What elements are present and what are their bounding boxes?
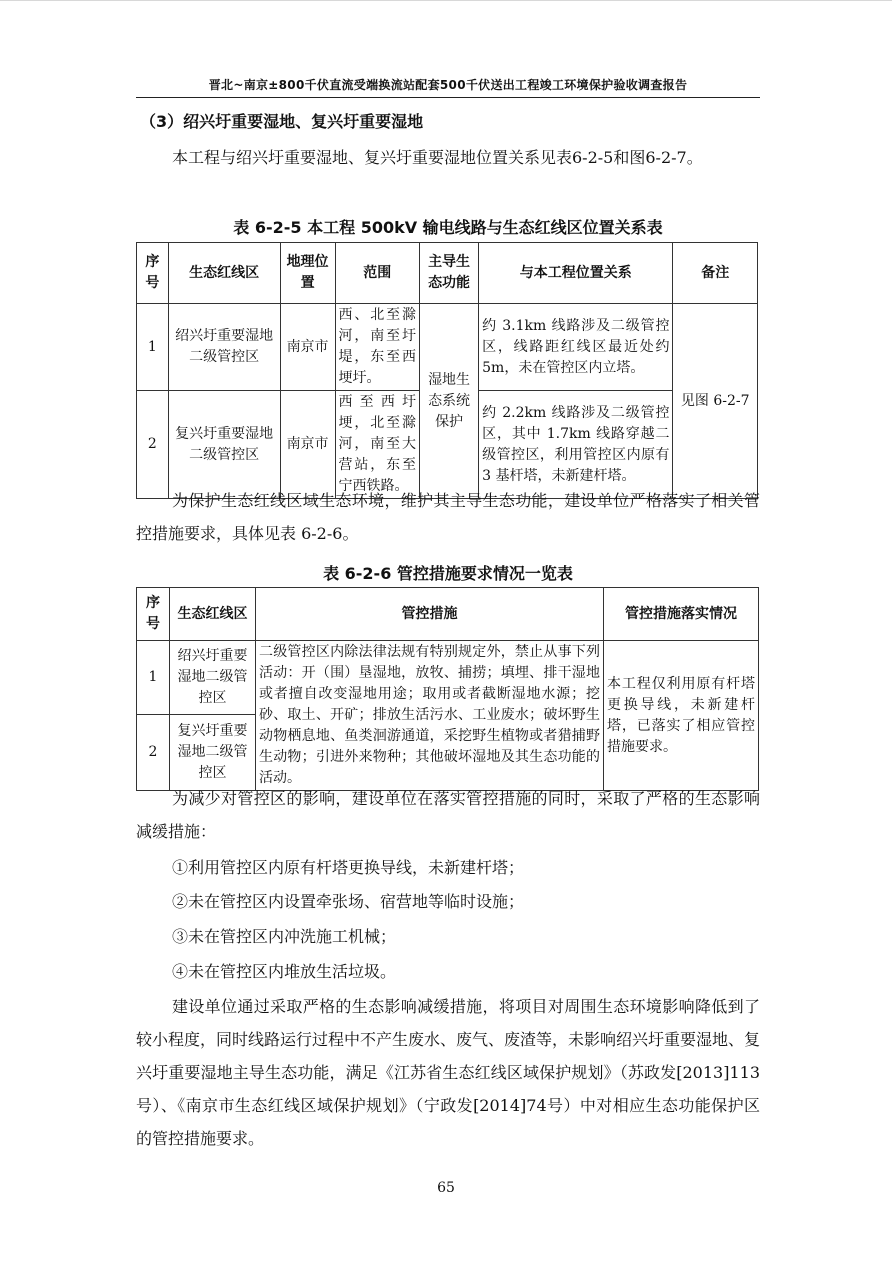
main-function: 湿地生态系统保护 <box>420 304 479 499</box>
location: 南京市 <box>280 391 335 499</box>
zone-name: 复兴圩重要湿地二级管控区 <box>168 391 280 499</box>
table1-header-function: 主导生态功能 <box>420 243 479 304</box>
mitigation-paragraph: 为减少对管控区的影响，建设单位在落实管控措施的同时，采取了严格的生态影响减缓措施： <box>136 789 760 841</box>
list-item: ①利用管控区内原有杆塔更换导线，未新建杆塔； <box>172 858 525 877</box>
table2-header-zone: 生态红线区 <box>170 588 256 641</box>
row-number: 1 <box>137 641 170 715</box>
table2-header-measures: 管控措施 <box>256 588 604 641</box>
zone-name: 复兴圩重要湿地二级管控区 <box>170 714 256 790</box>
intro-paragraph: 本工程与绍兴圩重要湿地、复兴圩重要湿地位置关系见表6-2-5和图6-2-7。 <box>172 148 703 167</box>
list-item: ②未在管控区内设置牵张场、宿营地等临时设施； <box>172 892 525 911</box>
table-row <box>137 304 758 391</box>
position-relation: 约 2.2km 线路涉及二级管控区，其中 1.7km 线路穿越二级管控区，利用管控区内原有 3 基杆塔，未新建杆塔。 <box>479 391 673 499</box>
table2-header-no: 序号 <box>137 588 170 641</box>
table1-header-zone: 生态红线区 <box>168 243 280 304</box>
protection-paragraph: 为保护生态红线区域生态环境，维护其主导生态功能，建设单位严格落实了相关管控措施要求，具体见表 6-2-6。 <box>136 491 760 543</box>
table-row <box>137 641 759 715</box>
list-item: ③未在管控区内冲洗施工机械； <box>172 927 397 946</box>
section-title: （3）绍兴圩重要湿地、复兴圩重要湿地 <box>140 112 424 131</box>
page-number: 65 <box>437 1180 455 1196</box>
row-number: 2 <box>137 714 170 790</box>
zone-name: 绍兴圩重要湿地二级管控区 <box>170 641 256 715</box>
control-measures: 二级管控区内除法律法规有特别规定外，禁止从事下列活动：开（围）垦湿地，放牧、捕捞；填埋、排干湿地或者擅自改变湿地用途；取用或者截断湿地水源；挖砂、取土、开矿；排放生活污水、工业废水；破坏野生动物栖息地、鱼类洄游通道，采挖野生植物或者猎捕野生动物；引进外来物种；其他破坏湿地及其生态功能的活动。 <box>256 641 604 791</box>
position-relation: 约 3.1km 线路涉及二级管控区，线路距红线区最近处约 5m，未在管控区内立塔。 <box>479 304 673 391</box>
running-header: 晋北~南京±800千伏直流受端换流站配套500千伏送出工程竣工环境保护验收调查报告 <box>208 78 688 92</box>
table2-header-implementation: 管控措施落实情况 <box>604 588 759 641</box>
table1-caption: 表 6-2-5 本工程 500kV 输电线路与生态红线区位置关系表 <box>233 218 663 237</box>
location: 南京市 <box>280 304 335 391</box>
row-number: 2 <box>137 391 169 499</box>
table1-header-scope: 范围 <box>335 243 419 304</box>
table1-header-relation: 与本工程位置关系 <box>479 243 673 304</box>
zone-name: 绍兴圩重要湿地二级管控区 <box>168 304 280 391</box>
top-border <box>0 0 892 1</box>
table1-header-no: 序号 <box>137 243 169 304</box>
header-rule <box>136 97 760 98</box>
list-item: ④未在管控区内堆放生活垃圾。 <box>172 962 397 981</box>
scope: 西、北至滁河，南至圩堤，东至西埂圩。 <box>335 304 419 391</box>
remark: 见图 6-2-7 <box>673 304 758 499</box>
row-number: 1 <box>137 304 169 391</box>
table1 <box>136 242 758 499</box>
table2-header-row <box>137 588 759 641</box>
table2-caption: 表 6-2-6 管控措施要求情况一览表 <box>323 564 573 583</box>
scope: 西至西圩埂，北至滁河，南至大营站，东至宁西铁路。 <box>335 391 419 499</box>
table1-header-row <box>137 243 758 304</box>
conclusion-paragraph: 建设单位通过采取严格的生态影响减缓措施，将项目对周围生态环境影响降低到了较小程度，同时线路运行过程中不产生废水、废气、废渣等，未影响绍兴圩重要湿地、复兴圩重要湿地主导生态功能，满足《江苏省生态红线区域保护规划》（苏政发[2013]113号）、《南京市生态红线区域保护规划》（宁政发[2014]74号）中对相应生态功能保护区的管控措施要求。 <box>136 997 761 1148</box>
table1-header-location: 地理位置 <box>280 243 335 304</box>
implementation-status: 本工程仅利用原有杆塔更换导线，未新建杆塔，已落实了相应管控措施要求。 <box>604 641 759 791</box>
table1-header-remark: 备注 <box>673 243 758 304</box>
table2 <box>136 587 759 791</box>
